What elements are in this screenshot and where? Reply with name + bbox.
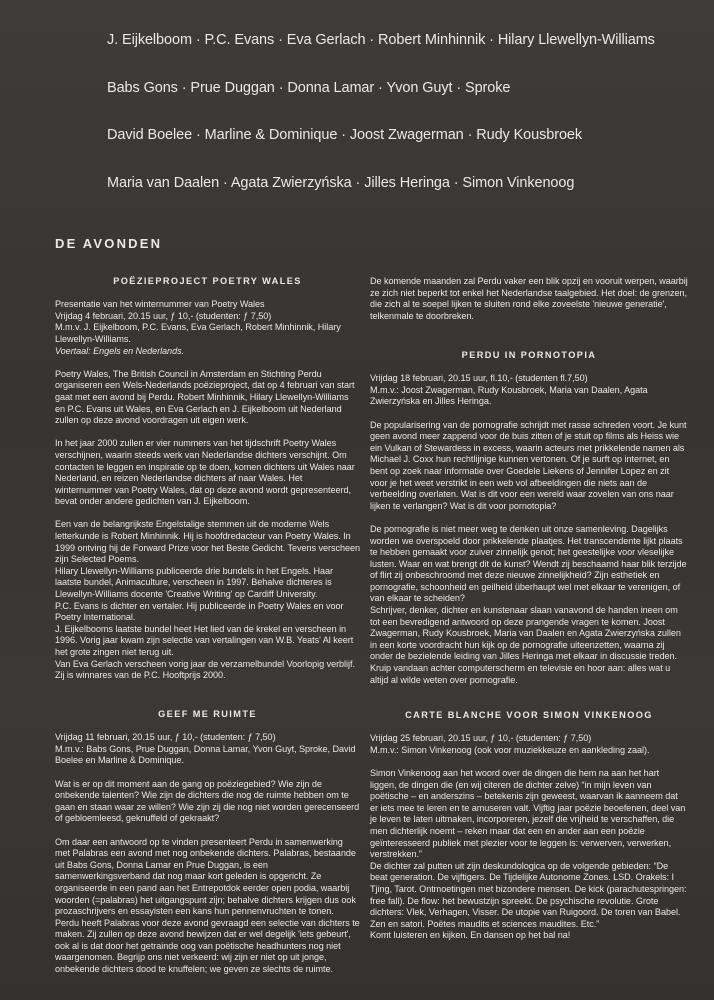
paragraph: Hilary Llewellyn-Williams publiceerde drie bundels in het Engels. Haar laatste bundel, Animaculture, verscheen in 1997. Behalve dichteres is Llewellyn-Williams docente 'Creative Writing' op Cardiff University.	[55, 565, 334, 600]
paragraph: De komende maanden zal Perdu vaker een blik opzij en vooruit werpen, waarbij ze zich niet beperkt tot enkel het Nederlandse taalgebied. Het doel: de grenzen, die zich al te soepel lijken te sluiten rond elke zoveelste 'nieuwe generatie', telkenmale te doorbreken.	[370, 276, 688, 321]
event-participants: M.m.v.: Joost Zwagerman, Rudy Kousbroek, Maria van Daalen, Agata Zwierzyńska en Jilles Heringa.	[370, 384, 648, 407]
paragraph: De pornografie is niet meer weg te denken uit onze samenleving. Dagelijks worden we overspoeld door prikkelende plaatjes. Het transcendente lijkt plaats te hebben gemaakt voor zuiver zinnelijk genot; het geestelijke voor vleselijke lusten. Waar en wat brengt dit de kunst? Wendt zij beschaamd haar blik terzijde of flirt zij onbeschroomd met deze nieuwe zinnelijkheid? Zijn esthetiek en pornografie, schoonheid en geilheid überhaupt wel met elkaar te verenigen, of van elkaar te scheiden?	[370, 523, 687, 604]
event-title: GEEF ME RUIMTE	[158, 709, 257, 719]
participants-line: David Boelee · Marline & Dominique · Joost Zwagerman · Rudy Kousbroek	[107, 127, 583, 143]
paragraph: Simon Vinkenoog aan het woord over de dingen die hem na aan het hart liggen, de dingen die (en wij citeren de dichter zelve) “in mijn leven van poëtische – en anderszins – betekenis zijn geweest, waarvan ik aanneem dat er iets mee te leren en te amuseren valt. Vijftig jaar poëzie beoefenen, deel van je leven te laten uitmaken, incorporeren, jezelf die vrijheid te verschaffen, die men dichterlijk noemt – reken maar dat een en ander aan een poëzie geïnteresseerd publiek met plezier voor te leggen is: verwerven, verwerken, verstrekken.”	[370, 767, 686, 860]
event-title: POËZIEPROJECT POETRY WALES	[113, 276, 302, 286]
paragraph: Van Eva Gerlach verscheen vorig jaar de verzamelbundel Voorlopig verblijf. Zij is winnares van de P.C. Hooftprijs 2000.	[55, 658, 355, 681]
event-subtitle: Presentatie van het winternummer van Poetry Wales	[55, 299, 265, 310]
paragraph: Schrijver, denker, dichter en kunstenaar slaan vanavond de handen ineen om tot een bevredigend antwoord op deze prangende vragen te komen. Joost Zwagerman, Rudy Kousbroek, Maria van Daalen en Agata Zwierzyńska zullen in een korte voordracht hun kijk op de pornografie uiteenzetten, waarna zij onder de bezielende leiding van Jilles Heringa met elkaar in discussie treden. Kruip vandaan achter computerscherm en televisie en hoor aan: alles wat u altijd al wilde weten over pornografie.	[370, 605, 681, 685]
event-language: Voertaal: Engels en Nederlands.	[55, 345, 185, 356]
event-date: Vrijdag 11 februari, 20.15 uur, ƒ 10,- (studenten: ƒ 7,50)	[55, 732, 276, 743]
event-title: PERDU IN PORNOTOPIA	[461, 350, 597, 360]
event-date: Vrijdag 18 februari, 20.15 uur, fl.10,- (studenten fl.7,50)	[370, 373, 588, 384]
event-carte-blanche	[370, 710, 688, 942]
participants-list	[107, 30, 707, 220]
participants-line: Babs Gons · Prue Duggan · Donna Lamar · Yvon Guyt · Sproke	[107, 79, 511, 96]
event-participants: M.m.v.: Simon Vinkenoog (ook voor muziekkeuze en aankleding zaal).	[370, 744, 650, 755]
event-pornotopia	[370, 350, 688, 686]
paragraph: J. Eijkelbooms laatste bundel heet Het lied van de krekel en verscheen in 1996. Vorig jaar kwam zijn selectie van vertalingen van W.B. Yeats' Al keert het grote zingen niet terug uit.	[55, 623, 354, 657]
event-participants: M.m.v. J. Eijkelboom, P.C. Evans, Eva Gerlach, Robert Minhinnik, Hilary Llewellyn-Williams.	[55, 322, 341, 344]
paragraph: Een van de belangrijkste Engelstalige stemmen uit de moderne Wels letterkunde is Robert Minhinnik. Hij is hoofdredacteur van Poetry Wales. In 1999 ontving hij de Forward Prize voor het Beste Gedicht. Tevens verscheen zijn Selected Poems.	[55, 519, 360, 565]
event-geef-me-ruimte	[55, 709, 360, 976]
paragraph: Poetry Wales, The British Council in Amsterdam en Stichting Perdu organiseren een Wels-Nederlands poëzieproject, dat op 4 februari van start gaat met een avond bij Perdu. Robert Minhinnik, Hilary Llewellyn-Williams en P.C. Evans uit Wales, en Eva Gerlach en J. Eijkelboom uit Nederland zullen op deze avond voordragen uit eigen werk.	[55, 368, 355, 426]
event-date: Vrijdag 25 februari, 20.15 uur, ƒ 10,- (studenten: ƒ 7,50)	[370, 733, 592, 744]
section-heading: DE AVONDEN	[55, 236, 163, 251]
participants-line: Maria van Daalen · Agata Zwierzyńska · Jilles Heringa · Simon Vinkenoog	[107, 174, 575, 191]
paragraph: De popularisering van de pornografie schrijdt met rasse schreden voort. Je kunt geen avond meer zappend voor de buis zitten of je stuit op films als Heiss wie ein Vulkan of Stewardess in excess, waarin acteurs met prikkelende namen als Michael J. Coxx hun rechtlijnige kunnen vertonen. Of je surft op internet, en bent op zoek naar informatie over Goedele Liekens of Jennifer Lopez en zit voor je het weet verstrikt in een web vol afbeeldingen die niets aan de verbeelding overlaten. Wat is dit voor een wereld waar zovelen van ons naar lijken te verlangen? Wat is dit voor pornotopia?	[370, 419, 687, 511]
paragraph: Wat is er op dit moment aan de gang op poëziegebied? Wie zijn de onbekende talenten? Wie zijn de dichters die nog de ruimte hebben om te gaan en staan waar ze willen? Wie zijn zij die nog niet worden gerecenseerd of gebloemleesd, geknuffeld of gekraakt?	[55, 778, 360, 824]
paragraph: Komt luisteren en kijken. En dansen op het bal na!	[370, 930, 571, 941]
event-title: CARTE BLANCHE VOOR SIMON VINKENOOG	[405, 710, 653, 720]
paragraph: Perdu heeft Palabras voor deze avond gevraagd een selectie van dichters te maken. Zij zullen op deze avond bewijzen dat er wel degelijk 'iets gebeurt', ook al is dat door het getrainde oog van poëtische headhunters nog niet waargenomen. Begrijp ons niet verkeerd: wij zijn er niet op uit jonge, onbekende dichters dood te knuffelen; we geven ze slechts de ruimte.	[55, 917, 360, 975]
participants-line: J. Eijkelboom · P.C. Evans · Eva Gerlach · Robert Minhinnik · Hilary Llewellyn-Williams	[107, 32, 655, 48]
paragraph: De dichter zal putten uit zijn deskundologica op de volgende gebieden: “De beat generation. De vijftigers. De Tijdelijke Autonome Zones. LSD. Orakels: I Tjing, Tarot. Ontmoetingen met bizondere mensen. De kick (parachutespringen: free fall). De flow: het bewustzijn spreekt. De psychische revolutie. Grote dichters: Vlek, Verhagen, Visser. De utopie van Ruigoord. De toren van Babel. Zen en satori. Poëtes maudits et sciences maudites. Etc.”	[370, 860, 687, 929]
event-participants: M.m.v.: Babs Gons, Prue Duggan, Donna Lamar, Yvon Guyt, Sproke, David Boelee en Marline & Dominique.	[55, 743, 356, 766]
paragraph: Om daar een antwoord op te vinden presenteert Perdu in samenwerking met Palabras een avond met nog onbekende dichters. Palabras, bestaande uit Babs Gons, Donna Lamar en Prue Duggan, is een samenwerkingsverband dat nog maar kort geleden is opgericht. Ze organiseerde in een pand aan het Entrepotdok eerder open podia, waarbij woorden (=palabras) het uitgangspunt zijn; behalve dichters krijgen dus ook prozaschrijvers en essayisten een kans hun pennenvruchten te tonen.	[55, 836, 356, 917]
paragraph: P.C. Evans is dichter en vertaler. Hij publiceerde in Poetry Wales en voor Poetry International.	[55, 600, 344, 623]
paragraph: In het jaar 2000 zullen er vier nummers van het tijdschrift Poetry Wales verschijnen, waarin steeds werk van Nederlandse dichters verschijnt. Om contacten te leggen en inspiratie op te doen, komen dichters uit Wales naar Nederland, en reizen Nederlandse dichters af naar Wales. Het winternummer van Poetry Wales, dat op deze avond wordt gepresenteerd, bevat onder andere gedichten van J. Eijkelboom.	[55, 438, 355, 507]
event-geef-me-ruimte-continued	[370, 276, 688, 334]
event-date: Vrijdag 4 februari, 20.15 uur, ƒ 10,- (studenten: ƒ 7,50)	[55, 310, 272, 321]
event-poetry-wales	[55, 276, 360, 682]
